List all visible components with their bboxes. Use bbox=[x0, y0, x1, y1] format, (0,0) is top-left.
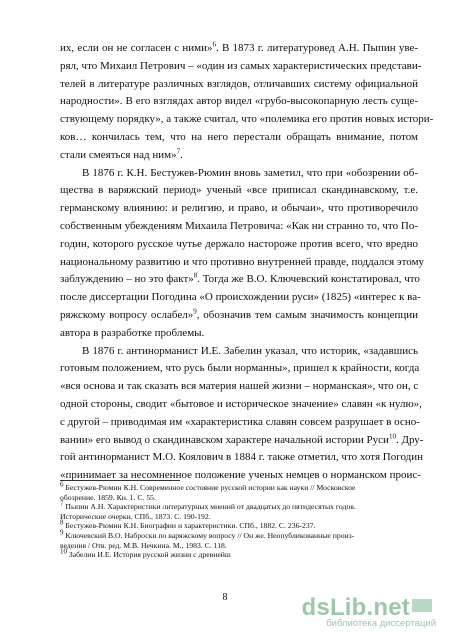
watermark-logo: dsLib.net bbox=[302, 594, 432, 622]
paragraph-2 bbox=[60, 165, 425, 343]
text-line: ряжскому вопросу ослабел»$^9$, обозначив тем самым значимость концепции bbox=[60, 307, 418, 321]
footnote-6 bbox=[60, 480, 418, 502]
text-line: телей в литературе различных взглядов, отличавших систему официальной bbox=[60, 77, 418, 90]
text-line: В 1876 г. К.Н. Бестужев-Рюмин вновь заметил, что при «обозрении об- bbox=[82, 166, 418, 179]
footnote-number: 6 bbox=[60, 480, 64, 489]
footnote-text: Ключевский В.О. Наброски по варяжскому вопросу // Он же. Неопубликованные произ- bbox=[65, 530, 355, 540]
paragraph-3 bbox=[60, 343, 424, 485]
text-line: с другой – приводимая им «характеристика славян совсем разрушает в осно- bbox=[60, 415, 420, 428]
text-line: гой антинорманист М.О. Коялович в 1884 г. также отметил, что хотя Погодин bbox=[60, 451, 423, 464]
text-line: «вся основа и так сказать вся материя нашей жизни – норманская», что он, с bbox=[60, 380, 419, 393]
logo-bar-icon bbox=[412, 599, 432, 612]
text-line: ствующему порядку», а также считал, что «полемика его против новых истори- bbox=[60, 113, 434, 126]
text-line: готовым положением, что русь были норманны», пришел к крайности, когда bbox=[60, 362, 420, 375]
footnote-8 bbox=[60, 518, 418, 531]
footnote-ref[interactable]: 7 bbox=[176, 147, 181, 156]
text-line: рял, что Михаил Петрович – «один из самых характеристических представи- bbox=[60, 59, 422, 72]
footnote-ref[interactable]: 9 bbox=[193, 307, 197, 316]
text-line: «принимает за несомненное положение ученых немцев о норманском проис- bbox=[60, 469, 421, 482]
footnote-10 bbox=[60, 547, 418, 560]
text-line: автора в разработке проблемы. bbox=[60, 326, 205, 339]
footnote-text: обозрение. 1859. Кн. 1. С. 55. bbox=[60, 492, 156, 502]
paragraph-1 bbox=[60, 40, 434, 165]
footnote-separator bbox=[60, 480, 180, 481]
text-line: щества в варяжский период» ученый «все приписал скандинавскому, т.е. bbox=[60, 184, 418, 197]
footnote-number: 7 bbox=[60, 499, 64, 508]
text-line: одной стороны, сводит «бытовое и историческое значение» славян «к нулю», bbox=[60, 397, 422, 410]
text-line: народности». В его взглядах автор видел «грубо-высокопарную лесть суще- bbox=[60, 95, 418, 108]
footnote-number: 9 bbox=[60, 528, 64, 537]
watermark-subtitle: библиотека диссертаций bbox=[326, 618, 436, 629]
text-line: национальному развитию и что противно внутренней правде, поддался этому bbox=[60, 255, 425, 268]
text-line: их, если он не согласен с ними»$^6$. В 1873 г. литературовед А.Н. Пыпин уве- bbox=[60, 40, 418, 54]
footnote-text: ведения / Отв. ред. М.В. Нечкина. М., 1983. С. 118. bbox=[60, 540, 227, 550]
text-line: ков… кончилась тем, что на него перестали обращать внимание, потом bbox=[60, 130, 418, 143]
footnote-ref[interactable]: 6 bbox=[212, 40, 217, 49]
footnote-text: Бестужев-Рюмин К.Н. Биографии и характеристики. СПб., 1882. С. 236-237. bbox=[65, 521, 316, 531]
footnote-text: Забелин И.Е. История русской жизни с древнейш bbox=[68, 550, 231, 560]
text-line: стали смеяться над ним»$^7$. bbox=[60, 147, 183, 161]
text-line: заблуждению – но это факт»$^8$. Тогда же В.О. Ключевский констатировал, что bbox=[60, 271, 420, 286]
text-line: собственным убеждениям Михаила Петровича: «Как ни странно то, что По- bbox=[60, 219, 418, 232]
footnote-text: Исторические очерки. СПб., 1873. С. 190-192. bbox=[60, 511, 211, 521]
text-line: после диссертации Погодина «О происхождении руси» (1825) «интерес к ва- bbox=[60, 291, 421, 304]
footnotes bbox=[60, 480, 418, 560]
watermark bbox=[266, 594, 436, 630]
page-number: 8 bbox=[222, 592, 228, 603]
footnote-text: Бестужев-Рюмин К.Н. Современное состояние русской истории как науки // Московское bbox=[65, 483, 356, 492]
body-text bbox=[60, 40, 434, 485]
footnote-7 bbox=[60, 499, 418, 521]
footnote-9 bbox=[60, 528, 418, 550]
footnote-number: 10 bbox=[60, 547, 67, 556]
text-line: вании» его вывод о скандинавском характере начальной истории Руси$^{10}$. Дру- bbox=[60, 431, 424, 446]
footnote-ref[interactable]: 8 bbox=[193, 271, 198, 280]
footnote-text: Пыпин А.Н. Характеристики литературных мнений от двадцатых до пятидесятых годов. bbox=[65, 502, 356, 512]
text-line: В 1876 г. антинорманист И.Е. Забелин указал, что историк, «задавшись bbox=[82, 344, 418, 357]
text-line: годин, которого русское чутье держало настороже против всего, что вредно bbox=[60, 237, 418, 250]
text-line: германскому влиянию: и религию, и право, и обычаи», что противоречило bbox=[60, 202, 418, 215]
footnote-ref[interactable]: 10 bbox=[388, 431, 396, 440]
footnote-number: 8 bbox=[60, 518, 64, 527]
